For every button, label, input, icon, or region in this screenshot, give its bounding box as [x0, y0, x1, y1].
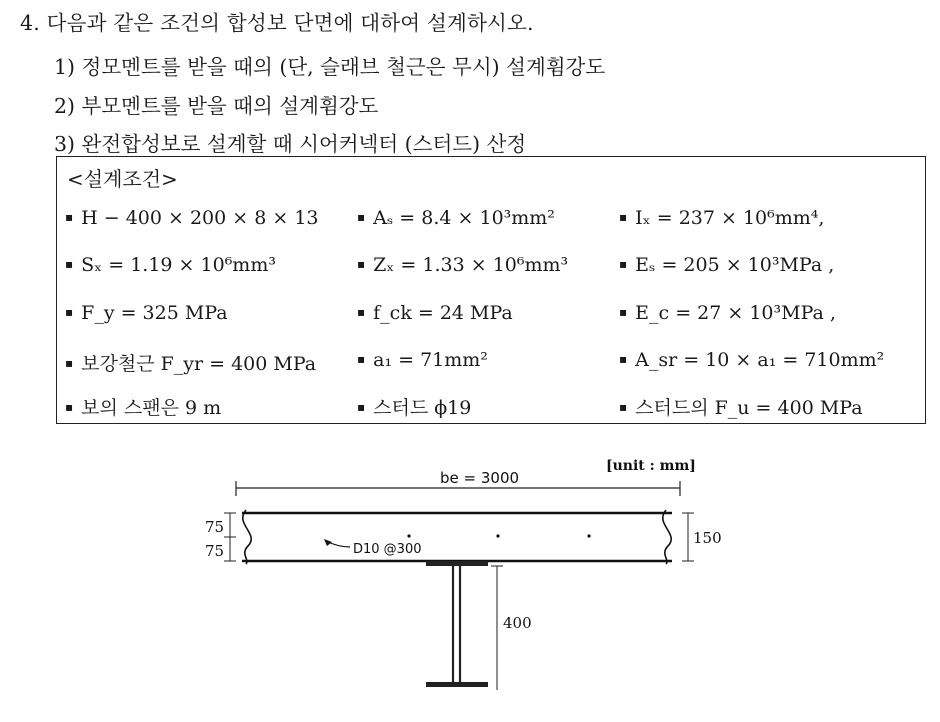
web-depth-dimension — [491, 566, 503, 690]
condition-text: 보강철근 F_yr = 400 MPa — [81, 353, 317, 375]
bullet-marker: ▪ — [357, 257, 366, 271]
condition-cell — [619, 302, 836, 324]
bullet-marker: ▪ — [619, 305, 628, 319]
rebar-label: D10 @300 — [353, 542, 422, 557]
condition-cell — [619, 349, 884, 371]
condition-cell — [357, 302, 513, 324]
bullet-marker: ▪ — [619, 400, 628, 414]
condition-cell — [65, 393, 221, 420]
condition-cell — [619, 254, 834, 276]
be-dimension-label: be = 3000 — [440, 469, 520, 487]
question-title: 4. 다음과 같은 조건의 합성보 단면에 대하여 설계하시오. — [20, 11, 534, 35]
condition-text: F_y = 325 MPa — [81, 302, 228, 324]
bullet-marker: ▪ — [65, 356, 74, 370]
condition-text: E_c = 27 × 10³MPa , — [635, 302, 836, 324]
condition-cell — [619, 207, 824, 229]
unit-label: [unit : mm] — [606, 458, 696, 474]
composite-beam-section-drawing — [0, 440, 940, 722]
bullet-marker: ▪ — [357, 352, 366, 366]
concrete-slab — [242, 510, 672, 564]
left-dim-top-label: 75 — [205, 518, 225, 536]
condition-cell — [65, 254, 276, 276]
bullet-marker: ▪ — [357, 210, 366, 224]
bullet-marker: ▪ — [65, 400, 74, 414]
condition-cell — [357, 393, 471, 420]
condition-text: Zₓ = 1.33 × 10⁶mm³ — [373, 254, 569, 276]
bullet-marker: ▪ — [619, 210, 628, 224]
condition-text: Aₛ = 8.4 × 10³mm² — [373, 207, 555, 229]
condition-text: 보의 스팬은 9 m — [81, 397, 222, 419]
bullet-marker: ▪ — [357, 305, 366, 319]
bullet-marker: ▪ — [65, 210, 74, 224]
condition-text: Iₓ = 237 × 10⁶mm⁴, — [635, 207, 825, 229]
condition-cell — [65, 349, 316, 376]
condition-text: 스터드 ϕ19 — [373, 397, 472, 419]
condition-cell — [65, 302, 228, 324]
condition-text: Eₛ = 205 × 10³MPa , — [635, 254, 835, 276]
left-dim-bottom-label: 75 — [205, 542, 225, 560]
arrowhead — [324, 539, 332, 546]
bullet-marker: ▪ — [65, 305, 74, 319]
right-dim-label: 150 — [693, 529, 722, 547]
steel-h-beam — [426, 561, 488, 687]
condition-text: 스터드의 F_u = 400 MPa — [635, 397, 863, 419]
question-item-3: 3) 완전합성보로 설계할 때 시어커넥터 (스터드) 산정 — [54, 132, 527, 156]
bullet-marker: ▪ — [619, 352, 628, 366]
condition-text: H − 400 × 200 × 8 × 13 — [81, 207, 319, 229]
web-dim-label: 400 — [503, 614, 532, 632]
rebar-dots — [407, 534, 590, 537]
condition-cell — [357, 349, 488, 371]
condition-text: f_ck = 24 MPa — [373, 302, 513, 324]
condition-cell — [357, 207, 555, 229]
bullet-marker: ▪ — [65, 257, 74, 271]
condition-cell — [357, 254, 568, 276]
design-conditions-box — [56, 156, 926, 424]
condition-cell — [619, 393, 863, 420]
condition-text: A_sr = 10 × a₁ = 710mm² — [635, 349, 885, 371]
bullet-marker: ▪ — [357, 400, 366, 414]
question-item-1: 1) 정모멘트를 받을 때의 (단, 슬래브 철근은 무시) 설계휨강도 — [54, 55, 606, 79]
condition-text: a₁ = 71mm² — [373, 349, 488, 371]
condition-cell — [65, 207, 319, 229]
condition-text: Sₓ = 1.19 × 10⁶mm³ — [81, 254, 276, 276]
design-conditions-header: <설계조건> — [67, 167, 178, 191]
question-item-2: 2) 부모멘트를 받을 때의 설계휨강도 — [54, 94, 379, 118]
left-thickness-dimension — [224, 513, 236, 561]
bullet-marker: ▪ — [619, 257, 628, 271]
